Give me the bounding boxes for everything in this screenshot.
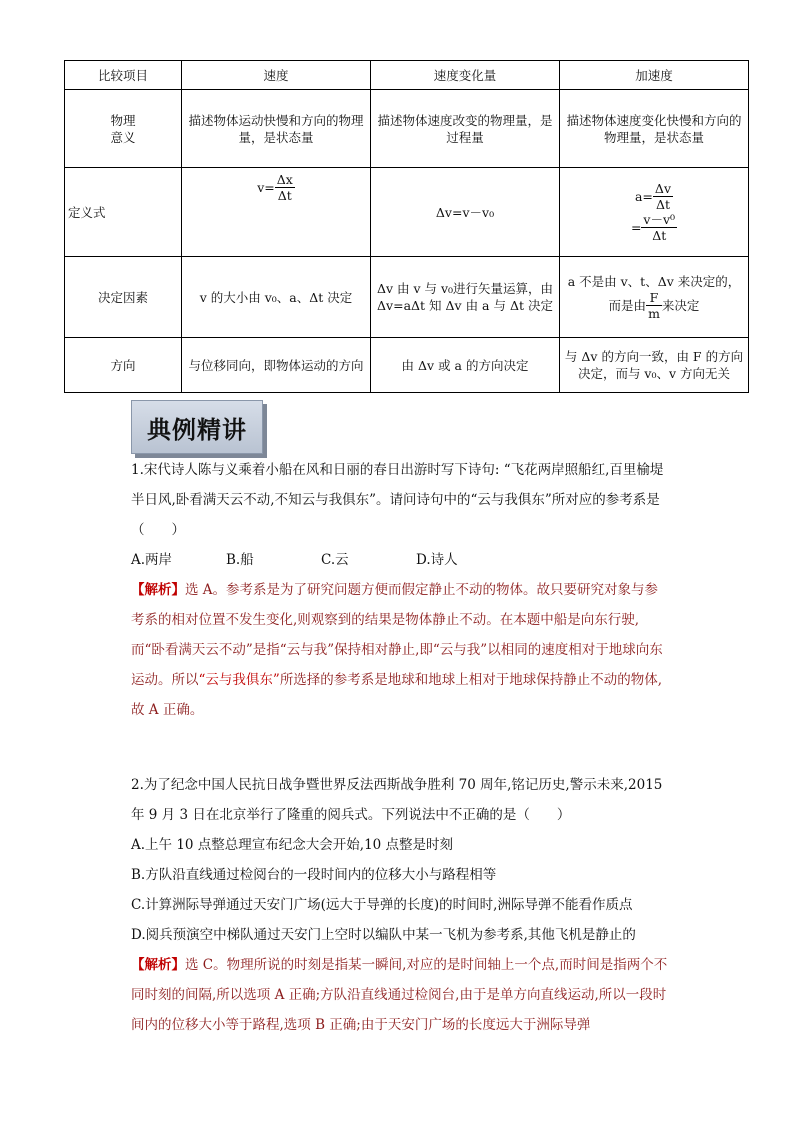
option-a: A.两岸 <box>131 552 173 568</box>
header-acceleration: 加速度 <box>560 61 749 90</box>
answer-tag: 【解析】 <box>131 582 185 598</box>
option-d: D.诗人 <box>416 552 458 568</box>
answer-explanation <box>131 950 671 1040</box>
option-a: A.上午 10 点整总理宣布纪念大会开始,10 点整是时刻 <box>131 837 454 853</box>
answer-tag: 【解析】 <box>131 957 185 973</box>
option-c: C.云 <box>321 552 349 568</box>
cell-speed-definition <box>182 168 371 257</box>
accel-factor-line2 <box>563 290 745 321</box>
header-speed-change: 速度变化量 <box>371 61 560 90</box>
accel-formula <box>563 181 745 212</box>
row-label-factor: 决定因素 <box>65 257 182 338</box>
question-stem: 1.宋代诗人陈与义乘着小船在风和日丽的春日出游时写下诗句: “飞花两岸照船红,百里榆堤半日风,卧看满天云不动,不知云与我俱东”。请问诗句中的“云与我俱东”所对应的参考系是（ ） <box>131 462 664 538</box>
cell-accel-definition <box>560 168 749 257</box>
formula-prefix: v= <box>257 180 275 195</box>
fraction-numerator: v－v⁰ <box>643 212 676 227</box>
fraction-denominator: Δt <box>652 228 667 243</box>
text-part: 来决定 <box>661 298 700 313</box>
options-row <box>131 545 671 575</box>
comparison-table <box>64 60 749 393</box>
fraction-numerator: Δx <box>276 172 293 187</box>
cell-speed-meaning: 描述物体运动快慢和方向的物理量，是状态量 <box>182 90 371 168</box>
cell-accel-meaning: 描述物体速度变化快慢和方向的物理量，是状态量 <box>560 90 749 168</box>
cell-accel-factor <box>560 257 749 338</box>
answer-quote: “云与我俱东” <box>198 672 280 688</box>
fraction-numerator: F <box>646 290 662 306</box>
question-1 <box>131 455 671 725</box>
table-row <box>65 338 749 393</box>
fraction-denominator: m <box>648 306 660 321</box>
option-b: B.船 <box>226 552 254 568</box>
accel-factor-line1: a 不是由 v、t、Δv 来决定的， <box>567 274 741 289</box>
table-row <box>65 257 749 338</box>
answer-text: 所选择的参考系是地球和地球上相对于地球保持静止不动的物体,故 A 正确。 <box>131 672 663 718</box>
cell-speed-direction: 与位移同向，即物体运动的方向 <box>182 338 371 393</box>
fraction-denominator: Δt <box>277 188 292 203</box>
table-row <box>65 90 749 168</box>
question-2 <box>131 770 671 1040</box>
fraction-denominator: Δt <box>655 197 670 212</box>
answer-explanation <box>131 575 671 725</box>
fraction <box>653 181 673 212</box>
question-stem: 2.为了纪念中国人民抗日战争暨世界反法西斯战争胜利 70 周年,铭记历史,警示未来,2015 年 9 月 3 日在北京举行了隆重的阅兵式。下列说法中不正确的是（ ） <box>131 777 663 823</box>
fraction-numerator: Δv <box>654 181 672 196</box>
header-speed: 速度 <box>182 61 371 90</box>
formula-prefix: a= <box>634 189 653 204</box>
section-banner: 典例精讲 <box>131 400 263 454</box>
fraction <box>275 172 295 203</box>
cell-delta-definition: Δv=v－v₀ <box>371 168 560 257</box>
fraction <box>646 290 662 321</box>
option-b: B.方队沿直线通过检阅台的一段时间内的位移大小与路程相等 <box>131 867 497 883</box>
option-d: D.阅兵预演空中梯队通过天安门上空时以编队中某一飞机为参考系,其他飞机是静止的 <box>131 927 636 943</box>
table-row <box>65 168 749 257</box>
table-header-row <box>65 61 749 90</box>
formula-prefix: = <box>630 220 642 235</box>
cell-delta-factor: Δv 由 v 与 v₀进行矢量运算，由 Δv=aΔt 知 Δv 由 a 与 Δt 决定 <box>371 257 560 338</box>
accel-formula-2 <box>563 212 745 243</box>
option-c: C.计算洲际导弹通过天安门广场(远大于导弹的长度)的时间时,洲际导弹不能看作质点 <box>131 897 633 913</box>
speed-formula <box>185 172 367 203</box>
answer-text: 选 C。物理所说的时刻是指某一瞬间,对应的是时间轴上一个点,而时间是指两个不同时刻的间隔,所以选项 A 正确;方队沿直线通过检阅台,由于是单方向直线运动,所以一段时间内的位移大小等于路程,选项 B 正确;由于天安门广场的长度远大于洲际导弹 <box>131 957 668 1033</box>
fraction <box>641 212 677 243</box>
row-label-direction: 方向 <box>65 338 182 393</box>
cell-delta-direction: 由 Δv 或 a 的方向决定 <box>371 338 560 393</box>
row-label-definition: 定义式 <box>65 168 182 257</box>
cell-speed-factor: v 的大小由 v₀、a、Δt 决定 <box>182 257 371 338</box>
header-item: 比较项目 <box>65 61 182 90</box>
label-line: 物理 <box>110 112 136 128</box>
cell-delta-meaning: 描述物体速度改变的物理量，是过程量 <box>371 90 560 168</box>
label-line: 意义 <box>110 129 136 145</box>
row-label-meaning <box>65 90 182 168</box>
cell-accel-direction: 与 Δv 的方向一致，由 F 的方向决定，而与 v₀、v 方向无关 <box>560 338 749 393</box>
answer-text: 选 A。参考系是为了研究问题方便而假定静止不动的物体。故只要研究对象与参考系的相对位置不发生变化,则观察到的结果是物体静止不动。在本题中船是向东行驶,而“卧看满天云不动”是指“云与我”保持相对静止,即“云与我”以相同的速度相对于地球向东运动。所以 <box>131 582 663 688</box>
text-part: 而是由 <box>608 298 647 313</box>
